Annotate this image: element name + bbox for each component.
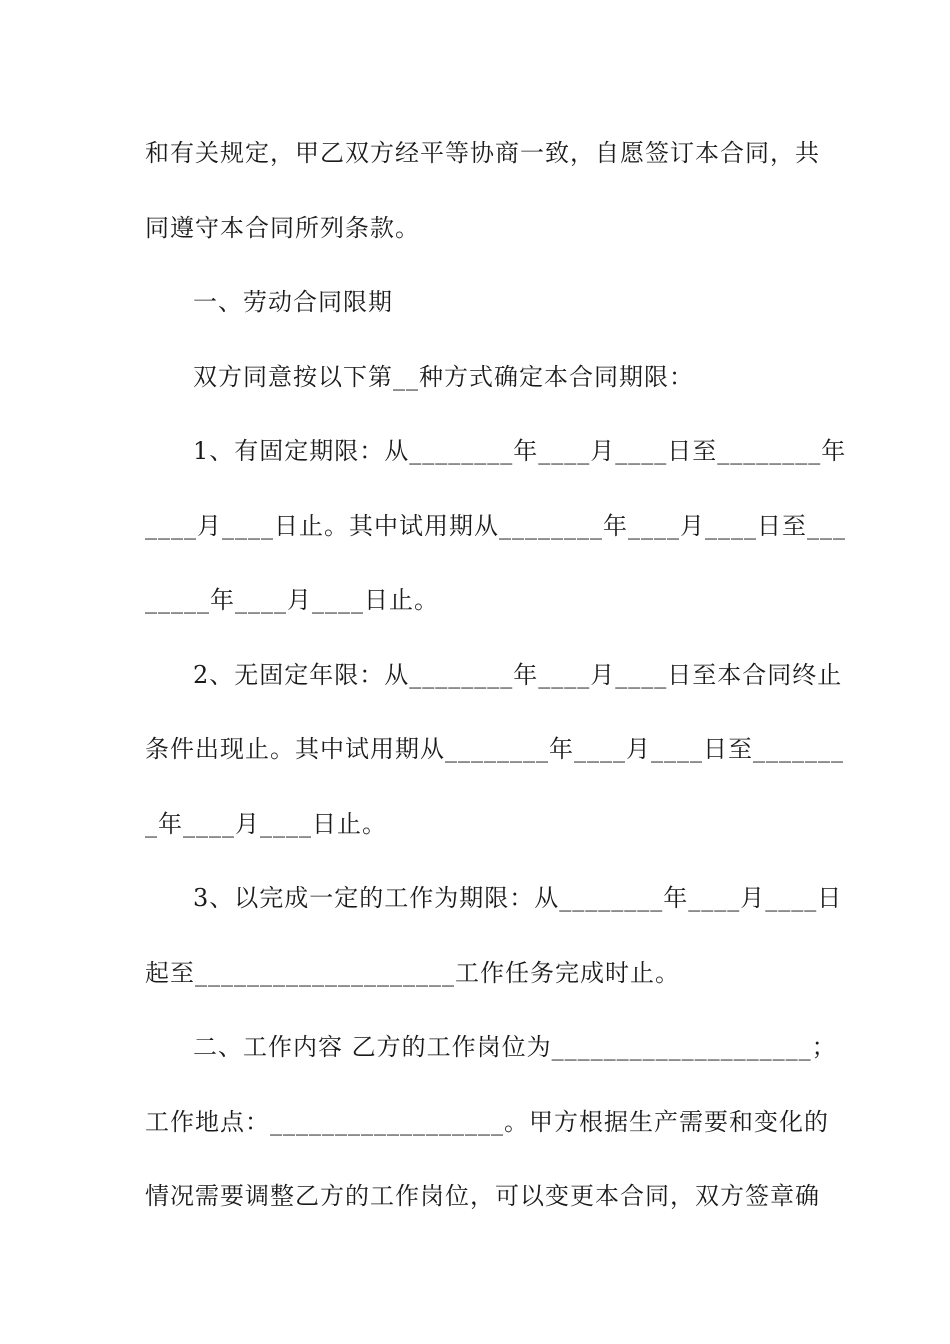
body-text-line: 起至____________________工作任务完成时止。	[145, 959, 680, 987]
body-text-line: ____月____日止。其中试用期从________年____月____日至___	[145, 512, 846, 540]
clause-open-term: 2、无固定年限：从________年____月____日至本合同终止	[193, 661, 843, 689]
body-text-line: 和有关规定，甲乙双方经平等协商一致，自愿签订本合同，共	[145, 139, 820, 167]
body-text-line: 双方同意按以下第__种方式确定本合同期限：	[193, 363, 694, 391]
clause-task-term: 3、以完成一定的工作为期限：从________年____月____日	[193, 884, 843, 912]
section-heading-term: 一、劳动合同限期	[193, 288, 393, 316]
body-text-line: 工作地点：__________________。甲方根据生产需要和变化的	[145, 1108, 829, 1136]
clause-fixed-term: 1、有固定期限：从________年____月____日至________年	[193, 437, 847, 465]
body-text-line: 条件出现止。其中试用期从________年____月____日至_______	[145, 735, 844, 763]
section-heading-work-content: 二、工作内容 乙方的工作岗位为____________________；	[193, 1033, 837, 1061]
body-text-line: 同遵守本合同所列条款。	[145, 214, 420, 242]
body-text-line: _年____月____日止。	[145, 810, 387, 838]
body-text-line: _____年____月____日止。	[145, 586, 439, 614]
body-text-line: 情况需要调整乙方的工作岗位，可以变更本合同，双方签章确	[145, 1182, 820, 1210]
